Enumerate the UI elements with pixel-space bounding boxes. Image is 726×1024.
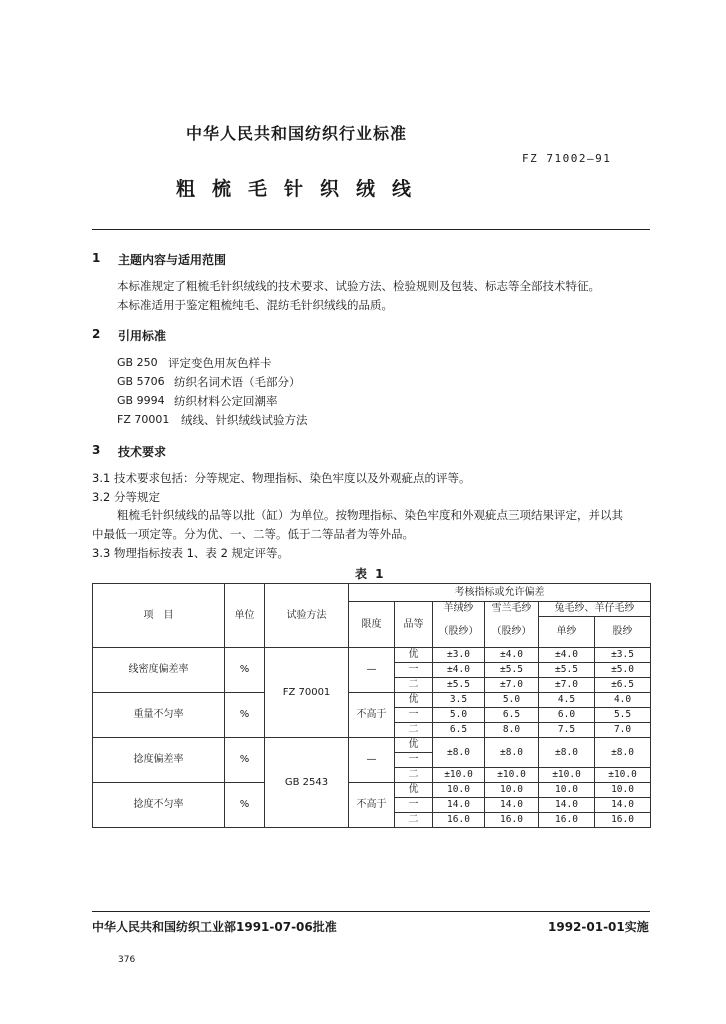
- value-cell: 14.0: [433, 798, 485, 813]
- value-cell: ±10.0: [433, 768, 485, 783]
- value-cell: ±4.0: [539, 648, 595, 663]
- value-cell: 14.0: [485, 798, 539, 813]
- value-cell: ±6.5: [595, 678, 651, 693]
- table-caption: 表 1: [355, 567, 386, 581]
- grade-cell: 一: [395, 798, 433, 813]
- reference-title: 评定变色用灰色样卡: [168, 356, 272, 370]
- value-cell: 14.0: [595, 798, 651, 813]
- value-cell: 10.0: [539, 783, 595, 798]
- value-cell: 4.0: [595, 693, 651, 708]
- value-cell: ±4.0: [433, 663, 485, 678]
- header-group: 考核指标或允许偏差: [349, 584, 651, 602]
- clause-3-1: 3.1 技术要求包括：分等规定、物理指标、染色牢度以及外观疵点的评等。: [92, 471, 471, 485]
- value-cell: 16.0: [539, 813, 595, 828]
- reference-code: GB 5706: [117, 375, 165, 388]
- row-label: 捻度偏差率: [93, 738, 225, 783]
- header-item: 项 目: [93, 584, 225, 648]
- value-cell: 7.0: [595, 723, 651, 738]
- footer-rule: [92, 911, 650, 912]
- value-cell: 8.0: [485, 723, 539, 738]
- header-shetland-ply: （股纱）: [485, 617, 539, 648]
- reference-title: 纺织材料公定回潮率: [174, 394, 278, 408]
- section-1-title: 主题内容与适用范围: [118, 253, 227, 267]
- value-cell: ±8.0: [433, 738, 485, 768]
- value-cell: 10.0: [595, 783, 651, 798]
- value-cell: 5.0: [433, 708, 485, 723]
- grade-cell: 优: [395, 783, 433, 798]
- document-title: 粗梳毛针织绒线: [176, 178, 429, 200]
- grade-cell: 优: [395, 693, 433, 708]
- row-unit: %: [225, 738, 265, 783]
- value-cell: ±8.0: [595, 738, 651, 768]
- grade-cell: 优: [395, 738, 433, 753]
- section-2-title: 引用标准: [118, 329, 167, 343]
- grade-cell: 一: [395, 753, 433, 768]
- reference-code: GB 250: [117, 356, 158, 369]
- value-cell: 5.5: [595, 708, 651, 723]
- reference-title: 纺织名词术语（毛部分）: [174, 375, 301, 389]
- header-method: 试验方法: [265, 584, 349, 648]
- value-cell: 10.0: [433, 783, 485, 798]
- value-cell: 6.0: [539, 708, 595, 723]
- row-method: FZ 70001: [265, 648, 349, 738]
- value-cell: 16.0: [595, 813, 651, 828]
- section-1-number: 1: [92, 251, 101, 265]
- header-cashmere: 羊绒纱: [433, 602, 485, 617]
- value-cell: ±5.0: [595, 663, 651, 678]
- value-cell: ±7.0: [485, 678, 539, 693]
- header-rule: [92, 229, 650, 230]
- value-cell: 7.5: [539, 723, 595, 738]
- header-ply-yarn: 股纱: [595, 617, 651, 648]
- row-label: 线密度偏差率: [93, 648, 225, 693]
- row-unit: %: [225, 693, 265, 738]
- row-method: GB 2543: [265, 738, 349, 828]
- value-cell: 5.0: [485, 693, 539, 708]
- reference-code: FZ 70001: [117, 413, 170, 426]
- section-3-title: 技术要求: [118, 445, 167, 459]
- grade-cell: 优: [395, 648, 433, 663]
- section-3-number: 3: [92, 443, 101, 457]
- value-cell: 14.0: [539, 798, 595, 813]
- header-rabbit-lamb: 兔毛纱、羊仔毛纱: [539, 602, 651, 617]
- header-shetland: 雪兰毛纱: [485, 602, 539, 617]
- row-unit: %: [225, 783, 265, 828]
- grade-cell: 二: [395, 813, 433, 828]
- value-cell: ±4.0: [485, 648, 539, 663]
- reference-code: GB 9994: [117, 394, 165, 407]
- row-limit: —: [349, 648, 395, 693]
- grade-cell: 一: [395, 708, 433, 723]
- grade-cell: 二: [395, 678, 433, 693]
- value-cell: 3.5: [433, 693, 485, 708]
- value-cell: ±3.0: [433, 648, 485, 663]
- row-label: 重量不匀率: [93, 693, 225, 738]
- row-unit: %: [225, 648, 265, 693]
- value-cell: ±10.0: [595, 768, 651, 783]
- grade-cell: 二: [395, 723, 433, 738]
- issuing-organization: 中华人民共和国纺织行业标准: [186, 124, 408, 143]
- value-cell: ±8.0: [539, 738, 595, 768]
- grade-cell: 一: [395, 663, 433, 678]
- value-cell: ±7.0: [539, 678, 595, 693]
- section-1-paragraph-1: 本标准规定了粗梳毛针织绒线的技术要求、试验方法、检验规则及包装、标志等全部技术特征。: [117, 279, 600, 293]
- row-limit: 不高于: [349, 693, 395, 738]
- value-cell: 10.0: [485, 783, 539, 798]
- page-number: 376: [118, 955, 136, 965]
- physical-index-table: [92, 583, 651, 828]
- effective-date: 1992-01-01实施: [548, 920, 649, 934]
- header-single-yarn: 单纱: [539, 617, 595, 648]
- value-cell: ±10.0: [485, 768, 539, 783]
- clause-3-2-line-2: 中最低一项定等。分为优、一、二等。低于二等品者为等外品。: [92, 527, 414, 541]
- header-unit: 单位: [225, 584, 265, 648]
- value-cell: 16.0: [433, 813, 485, 828]
- value-cell: 4.5: [539, 693, 595, 708]
- header-limit: 限度: [349, 602, 395, 648]
- row-limit: —: [349, 738, 395, 783]
- value-cell: ±8.0: [485, 738, 539, 768]
- value-cell: ±10.0: [539, 768, 595, 783]
- section-1-paragraph-2: 本标准适用于鉴定粗梳纯毛、混纺毛针织绒线的品质。: [117, 298, 393, 312]
- value-cell: ±5.5: [539, 663, 595, 678]
- value-cell: 6.5: [485, 708, 539, 723]
- header-grade: 品等: [395, 602, 433, 648]
- section-2-number: 2: [92, 327, 101, 341]
- value-cell: ±5.5: [433, 678, 485, 693]
- grade-cell: 二: [395, 768, 433, 783]
- header-cashmere-ply: （股纱）: [433, 617, 485, 648]
- approval-line: 中华人民共和国纺织工业部1991-07-06批准: [92, 920, 337, 934]
- standard-code: FZ 71002—91: [522, 152, 612, 165]
- value-cell: 16.0: [485, 813, 539, 828]
- clause-3-3: 3.3 物理指标按表 1、表 2 规定评等。: [92, 546, 290, 560]
- clause-3-2-heading: 3.2 分等规定: [92, 490, 160, 504]
- value-cell: 6.5: [433, 723, 485, 738]
- reference-title: 绒线、针织绒线试验方法: [181, 413, 308, 427]
- row-limit: 不高于: [349, 783, 395, 828]
- value-cell: ±5.5: [485, 663, 539, 678]
- row-label: 捻度不匀率: [93, 783, 225, 828]
- value-cell: ±3.5: [595, 648, 651, 663]
- clause-3-2-line-1: 粗梳毛针织绒线的品等以批（缸）为单位。按物理指标、染色牢度和外观疵点三项结果评定，并以其: [117, 508, 623, 522]
